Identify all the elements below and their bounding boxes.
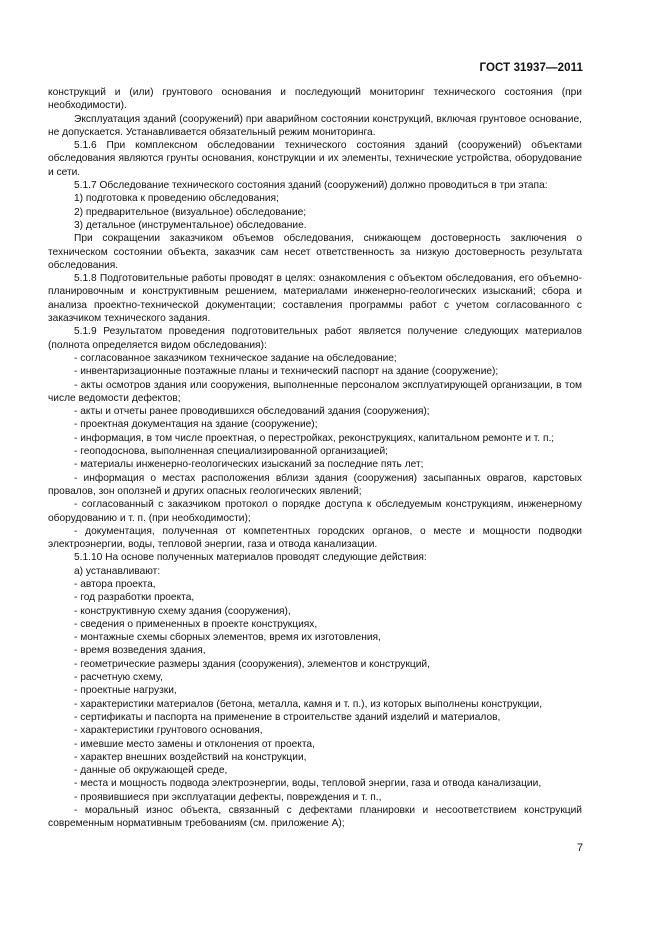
- list-item: - согласованное заказчиком техническое задание на обследование;: [74, 352, 397, 364]
- list-item: - автора проекта,: [74, 578, 156, 590]
- document-body: [48, 86, 582, 831]
- list-item: - сведения о примененных в проекте конструкциях,: [74, 618, 318, 630]
- list-item: - характер внешних воздействий на конструкции,: [74, 751, 307, 763]
- list-item: - проявившиеся при эксплуатации дефекты, повреждения и т. п.,: [74, 791, 382, 803]
- paragraph: 5.1.7 Обследование технического состояния зданий (сооружений) должно проводиться в три этапа:: [74, 180, 548, 192]
- list-item: - акты осмотров здания или сооружения, выполненные персоналом эксплуатирующей организации, в том числе ведомости дефектов;: [48, 379, 582, 404]
- paragraph: При сокращении заказчиком объемов обследования, снижающем достоверность заключения о техническом состоянии объекта, заказчик сам несет ответственность за низкую достоверность результата обследования.: [48, 233, 582, 271]
- list-item: - геометрические размеры здания (сооружения), элементов и конструкций,: [74, 658, 430, 670]
- list-item: - моральный износ объекта, связанный с дефектами планировки и несоответствием конструкций современным нормативным требованиям (см. приложение А);: [48, 805, 582, 830]
- list-item: - акты и отчеты ранее проводившихся обследований здания (сооружения);: [74, 406, 430, 418]
- list-item: - данные об окружающей среде,: [74, 765, 228, 777]
- list-item: - сертификаты и паспорта на применение в строительстве зданий изделий и материалов,: [74, 711, 501, 723]
- list-item: - материалы инженерно-геологических изысканий за последние пять лет;: [74, 459, 424, 471]
- list-item: - геоподосновa, выполненная специализированной организацией;: [74, 446, 388, 458]
- list-item: - документация, полученная от компетентных городских органов, о месте и мощности подводки электроэнергии, воды, тепловой энергии, газа и отвода канализации.: [48, 525, 582, 551]
- list-item: - характеристики грунтового основания,: [74, 725, 263, 737]
- list-item: - характеристики материалов (бетона, металла, камня и т. п.), из которых выполнены конструкции,: [74, 698, 543, 710]
- list-item: - инвентаризационные поэтажные планы и технический паспорт на здание (сооружение);: [74, 366, 499, 378]
- list-item: - места и мощность подвода электроэнергии, воды, тепловой энергии, газа и отвода канализации,: [74, 778, 542, 790]
- numbered-item: 1) подготовка к проведению обследования;: [74, 193, 279, 205]
- list-item: - информация о местах расположения вблизи здания (сооружения) засыпанных оврагов, карстовых провалов, зон оползней и других опасных геологических явлений;: [48, 472, 582, 497]
- list-item: - время возведения здания,: [74, 645, 206, 657]
- list-item: - монтажные схемы сборных элементов, время их изготовления,: [74, 632, 381, 644]
- paragraph: 5.1.10 На основе полученных материалов проводят следующие действия:: [74, 552, 427, 564]
- document-code: ГОСТ 31937—2011: [479, 62, 583, 74]
- page-number: 7: [576, 842, 583, 854]
- list-item: - имевшие место замены и отклонения от проекта,: [74, 738, 315, 750]
- paragraph: 5.1.9 Результатом проведения подготовительных работ является получение следующих материалов (полнота определяется видом обследования):: [48, 326, 582, 351]
- numbered-item: 3) детальное (инструментальное) обследование.: [74, 219, 307, 231]
- list-item: - проектные нагрузки,: [74, 685, 177, 697]
- list-item: - год разработки проекта,: [74, 592, 195, 604]
- list-item: - проектная документация на здание (сооружение);: [74, 419, 318, 431]
- list-item: - информация, в том числе проектная, о перестройках, реконструкциях, капитальном ремонте и т. п.;: [74, 432, 555, 444]
- paragraph: 5.1.8 Подготовительные работы проводят в целях: ознакомления с объектом обследования, его объемно-планировочным и конструктивным решением, материалами инженерно-геологических изысканий; сбора и анализа проектно-технической документации; составления программы работ с учетом согласованного с заказчиком технического задания.: [48, 273, 582, 325]
- paragraph: Эксплуатация зданий (сооружений) при аварийном состоянии конструкций, включая грунтовое основание, не допускается. Устанавливается обязательный режим мониторинга.: [48, 113, 582, 138]
- list-item: - расчетную схему,: [74, 672, 163, 684]
- numbered-item: а) устанавливают:: [74, 565, 161, 577]
- list-item: - конструктивную схему здания (сооружения),: [74, 605, 291, 617]
- paragraph: конструкций и (или) грунтового основания и последующий мониторинг технического состояния (при необходимости).: [48, 87, 582, 112]
- paragraph: 5.1.6 При комплексном обследовании технического состояния зданий (сооружений) объектами обследования являются грунты основания, конструкции и их элементы, технические устройства, оборудование и сети.: [48, 140, 582, 178]
- list-item: - согласованный с заказчиком протокол о порядке доступа к обследуемым конструкциям, инженерному оборудованию и т. п. (при необходимости);: [48, 499, 582, 524]
- numbered-item: 2) предварительное (визуальное) обследование;: [74, 206, 307, 218]
